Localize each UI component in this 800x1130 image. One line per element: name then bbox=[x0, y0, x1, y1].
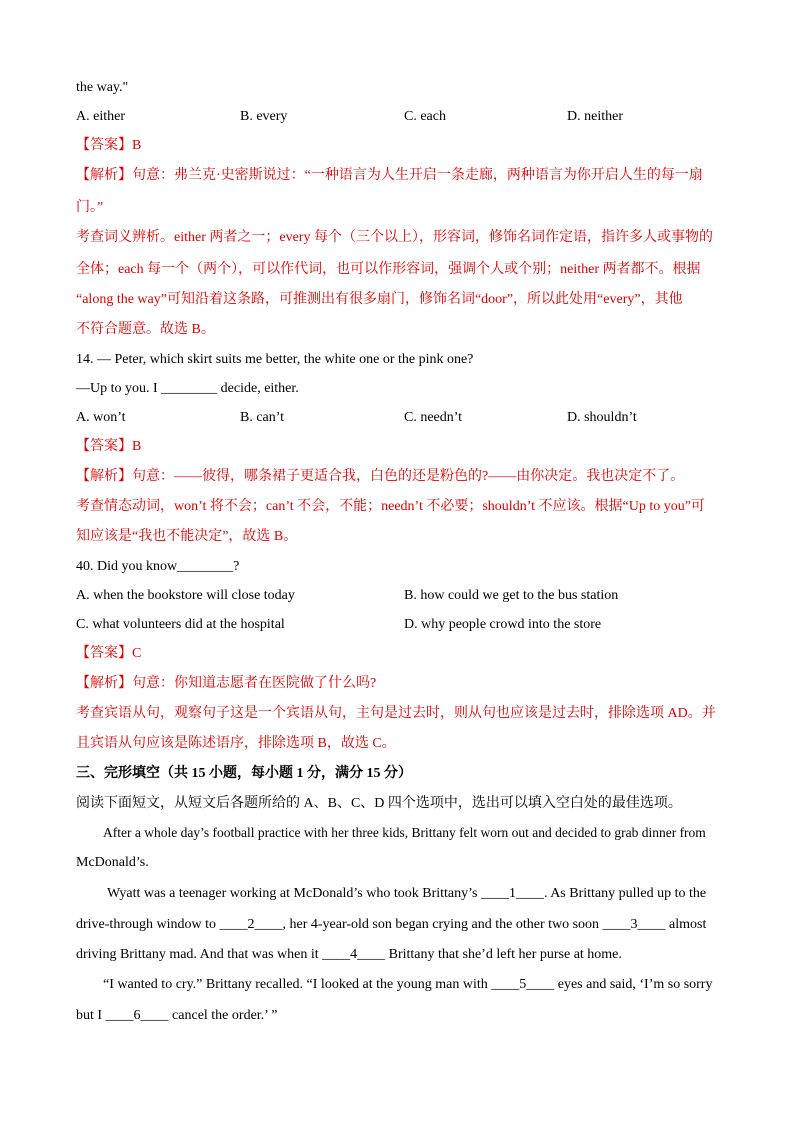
passage-line: drive-through window to ____2____, her 4-year-old son began crying and the other two soon ____3____ almost bbox=[76, 917, 707, 932]
q13-explanation-line: “along the way”可知沿着这条路，可推测出有很多扇门，修饰名词“door”，所以此处用“every”，其他 bbox=[76, 292, 683, 307]
section-instruction: 阅读下面短文，从短文后各题所给的 A、B、C、D 四个选项中，选出可以填入空白处的最佳选项。 bbox=[76, 796, 682, 811]
q40-explanation-line: 考查宾语从句，观察句子这是一个宾语从句，主句是过去时，则从句也应该是过去时，排除选项 AD。并 bbox=[76, 706, 716, 721]
q40-analysis-line: 【解析】句意：你知道志愿者在医院做了什么吗? bbox=[76, 676, 377, 691]
q40-explanation-line: 且宾语从句应该是陈述语序，排除选项 B，故选 C。 bbox=[76, 736, 396, 751]
q13-explanation-line: 全体；each 每一个（两个），可以作代词，也可以作形容词，强调个人或个别；neither 两者都不。根据 bbox=[76, 262, 701, 277]
q13-stem-tail: the way." bbox=[76, 80, 129, 95]
q14-explanation-line: 考查情态动词，won’t 将不会；can’t 不会，不能；needn’t 不必要；shouldn’t 不应该。根据“Up to you”可 bbox=[76, 499, 705, 514]
q14-option-d: D. shouldn’t bbox=[567, 410, 637, 425]
q13-analysis-line: 门。” bbox=[76, 200, 104, 215]
q13-option-a: A. either bbox=[76, 109, 125, 124]
q13-option-d: D. neither bbox=[567, 109, 623, 124]
q40-stem: 40. Did you know________? bbox=[76, 559, 240, 574]
q14-stem: 14. — Peter, which skirt suits me better, the white one or the pink one? bbox=[76, 352, 474, 367]
passage-line: After a whole day’s football practice with her three kids, Brittany felt worn out and decided to grab dinner from bbox=[103, 825, 706, 840]
passage-line: but I ____6____ cancel the order.’ ” bbox=[76, 1008, 278, 1023]
q40-option-d: D. why people crowd into the store bbox=[404, 617, 602, 632]
passage-line: “I wanted to cry.” Brittany recalled. “I looked at the young man with ____5____ eyes and said, ‘I’m so sorry bbox=[103, 977, 713, 992]
q13-answer: 【答案】B bbox=[76, 138, 142, 153]
q14-stem-reply: —Up to you. I ________ decide, either. bbox=[76, 381, 299, 396]
q40-option-b: B. how could we get to the bus station bbox=[404, 588, 619, 603]
q14-option-b: B. can’t bbox=[240, 410, 285, 425]
q13-analysis-line: 【解析】句意：弗兰克·史密斯说过：“一种语言为人生开启一条走廊，两种语言为你开启人生的每一扇 bbox=[76, 168, 703, 183]
q13-option-b: B. every bbox=[240, 109, 288, 124]
q40-answer: 【答案】C bbox=[76, 646, 142, 661]
passage-line: driving Brittany mad. And that was when it ____4____ Brittany that she’d left her purse at home. bbox=[76, 947, 622, 962]
q13-explanation-line: 考查词义辨析。either 两者之一；every 每个（三个以上），形容词，修饰名词作定语，指许多人或事物的 bbox=[76, 230, 713, 245]
q14-explanation-line: 知应该是“我也不能决定”，故选 B。 bbox=[76, 529, 298, 544]
passage-line: McDonald’s. bbox=[76, 855, 149, 870]
q14-option-a: A. won’t bbox=[76, 410, 126, 425]
q14-analysis-line: 【解析】句意：——彼得，哪条裙子更适合我，白色的还是粉色的?——由你决定。我也决定不了。 bbox=[76, 469, 685, 484]
q40-option-a: A. when the bookstore will close today bbox=[76, 588, 295, 603]
q13-option-c: C. each bbox=[404, 109, 446, 124]
q40-option-c: C. what volunteers did at the hospital bbox=[76, 617, 285, 632]
section-heading: 三、完形填空（共 15 小题，每小题 1 分，满分 15 分） bbox=[76, 766, 412, 781]
q13-explanation-line: 不符合题意。故选 B。 bbox=[76, 322, 215, 337]
q14-option-c: C. needn’t bbox=[404, 410, 463, 425]
passage-line: Wyatt was a teenager working at McDonald’s who took Brittany’s ____1____. As Brittany pulled up to the bbox=[107, 886, 707, 901]
q14-answer: 【答案】B bbox=[76, 439, 142, 454]
